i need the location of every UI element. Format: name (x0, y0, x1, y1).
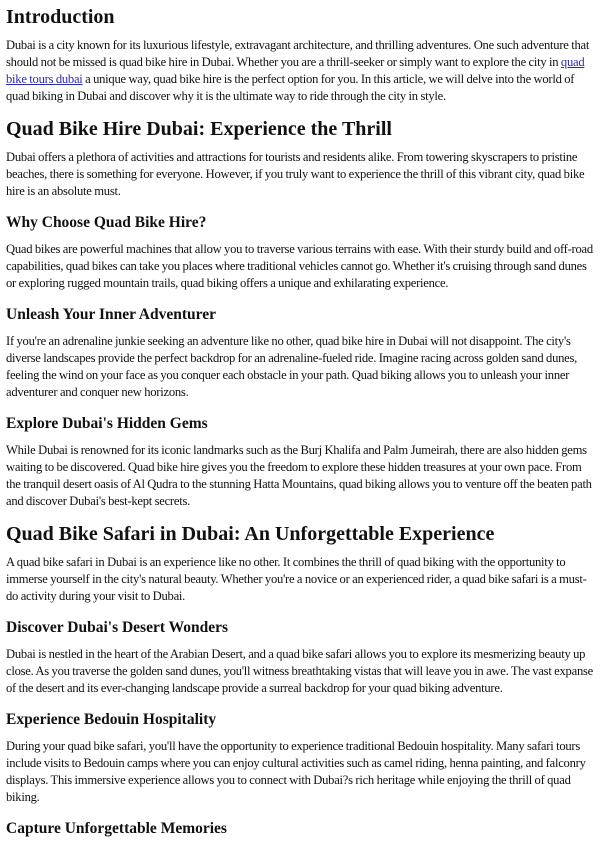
paragraph-why-choose: Quad bikes are powerful machines that allow you to traverse various terrains with ease. With their sturdy build and off-road capabilities, quad bikes can take you places where traditional vehicles cannot go. Whether it's cruising through sand dunes or exploring rugged mountain trails, quad biking offers a unique and exhilarating experience. (6, 242, 593, 290)
intro-text-after: a unique way, quad bike hire is the perfect option for you. In this article, we will delve into the world of quad biking in Dubai and discover why it is the ultimate way to ride through the city in style. (6, 72, 575, 103)
intro-text-before: Dubai is a city known for its luxurious lifestyle, extravagant architecture, and thrilling adventures. One such adventure that should not be missed is quad bike hire in Dubai. Whether you are a thrill-seeker or simply want to explore the city in (6, 38, 590, 69)
paragraph-hidden-gems: While Dubai is renowned for its iconic landmarks such as the Burj Khalifa and Palm Jumeirah, there are also hidden gems waiting to be discovered. Quad bike hire gives you the freedom to explore these hidden treasures at your own pace. From the tranquil desert oasis of Al Qudra to the stunning Hatta Mountains, quad biking allows you to venture off the beaten path and discover Dubai's best-kept secrets. (6, 443, 592, 508)
quad-bike-tours-link[interactable]: quad bike tours dubai (6, 55, 585, 86)
subheading-bedouin-hospitality: Experience Bedouin Hospitality (6, 711, 217, 728)
section-heading-quad-bike-hire: Quad Bike Hire Dubai: Experience the Thrill (6, 118, 392, 140)
section-heading-quad-bike-safari: Quad Bike Safari in Dubai: An Unforgettable Experience (6, 523, 495, 545)
section-paragraph-quad-bike-hire: Dubai offers a plethora of activities and attractions for tourists and residents alike. From towering skyscrapers to pristine beaches, there is something for everyone. However, if you truly want to experience the thrill of this vibrant city, quad bike hire is an absolute must. (6, 150, 585, 198)
subheading-unleash-adventurer: Unleash Your Inner Adventurer (6, 306, 216, 323)
subheading-desert-wonders: Discover Dubai's Desert Wonders (6, 619, 229, 636)
subheading-why-choose: Why Choose Quad Bike Hire? (6, 214, 207, 231)
paragraph-unleash-adventurer: If you're an adrenaline junkie seeking an adventure like no other, quad bike hire in Dubai will not disappoint. The city's diverse landscapes provide the perfect backdrop for an adrenaline-fueled ride. Imagine racing across golden sand dunes, feeling the wind on your face as you conquer each obstacle in your path. Quad biking allows you to unleash your inner adventurer and conquer new horizons. (6, 334, 578, 399)
intro-paragraph (6, 37, 594, 105)
paragraph-desert-wonders: Dubai is nestled in the heart of the Arabian Desert, and a quad bike safari allows you to explore its mesmerizing beauty up close. As you traverse the golden sand dunes, you'll witness breathtaking vistas that will leave you in awe. The vast expanse of the desert and its ever-changing landscape provide a surreal backdrop for your quad biking adventure. (6, 647, 593, 695)
subheading-hidden-gems: Explore Dubai's Hidden Gems (6, 415, 208, 432)
intro-heading: Introduction (6, 6, 115, 28)
section-paragraph-quad-bike-safari: A quad bike safari in Dubai is an experience like no other. It combines the thrill of quad biking with the opportunity to immerse yourself in the city's natural beauty. Whether you're a novice or an experienced rider, a quad bike safari is a must-do activity during your visit to Dubai. (6, 555, 587, 603)
paragraph-bedouin-hospitality: During your quad bike safari, you'll have the opportunity to experience traditional Bedouin hospitality. Many safari tours include visits to Bedouin camps where you can enjoy cultural activities such as camel riding, henna painting, and falconry displays. This immersive experience allows you to connect with Dubai?s rich heritage while enjoying the thrill of quad biking. (6, 739, 586, 804)
subheading-capture-memories: Capture Unforgettable Memories (6, 820, 227, 837)
